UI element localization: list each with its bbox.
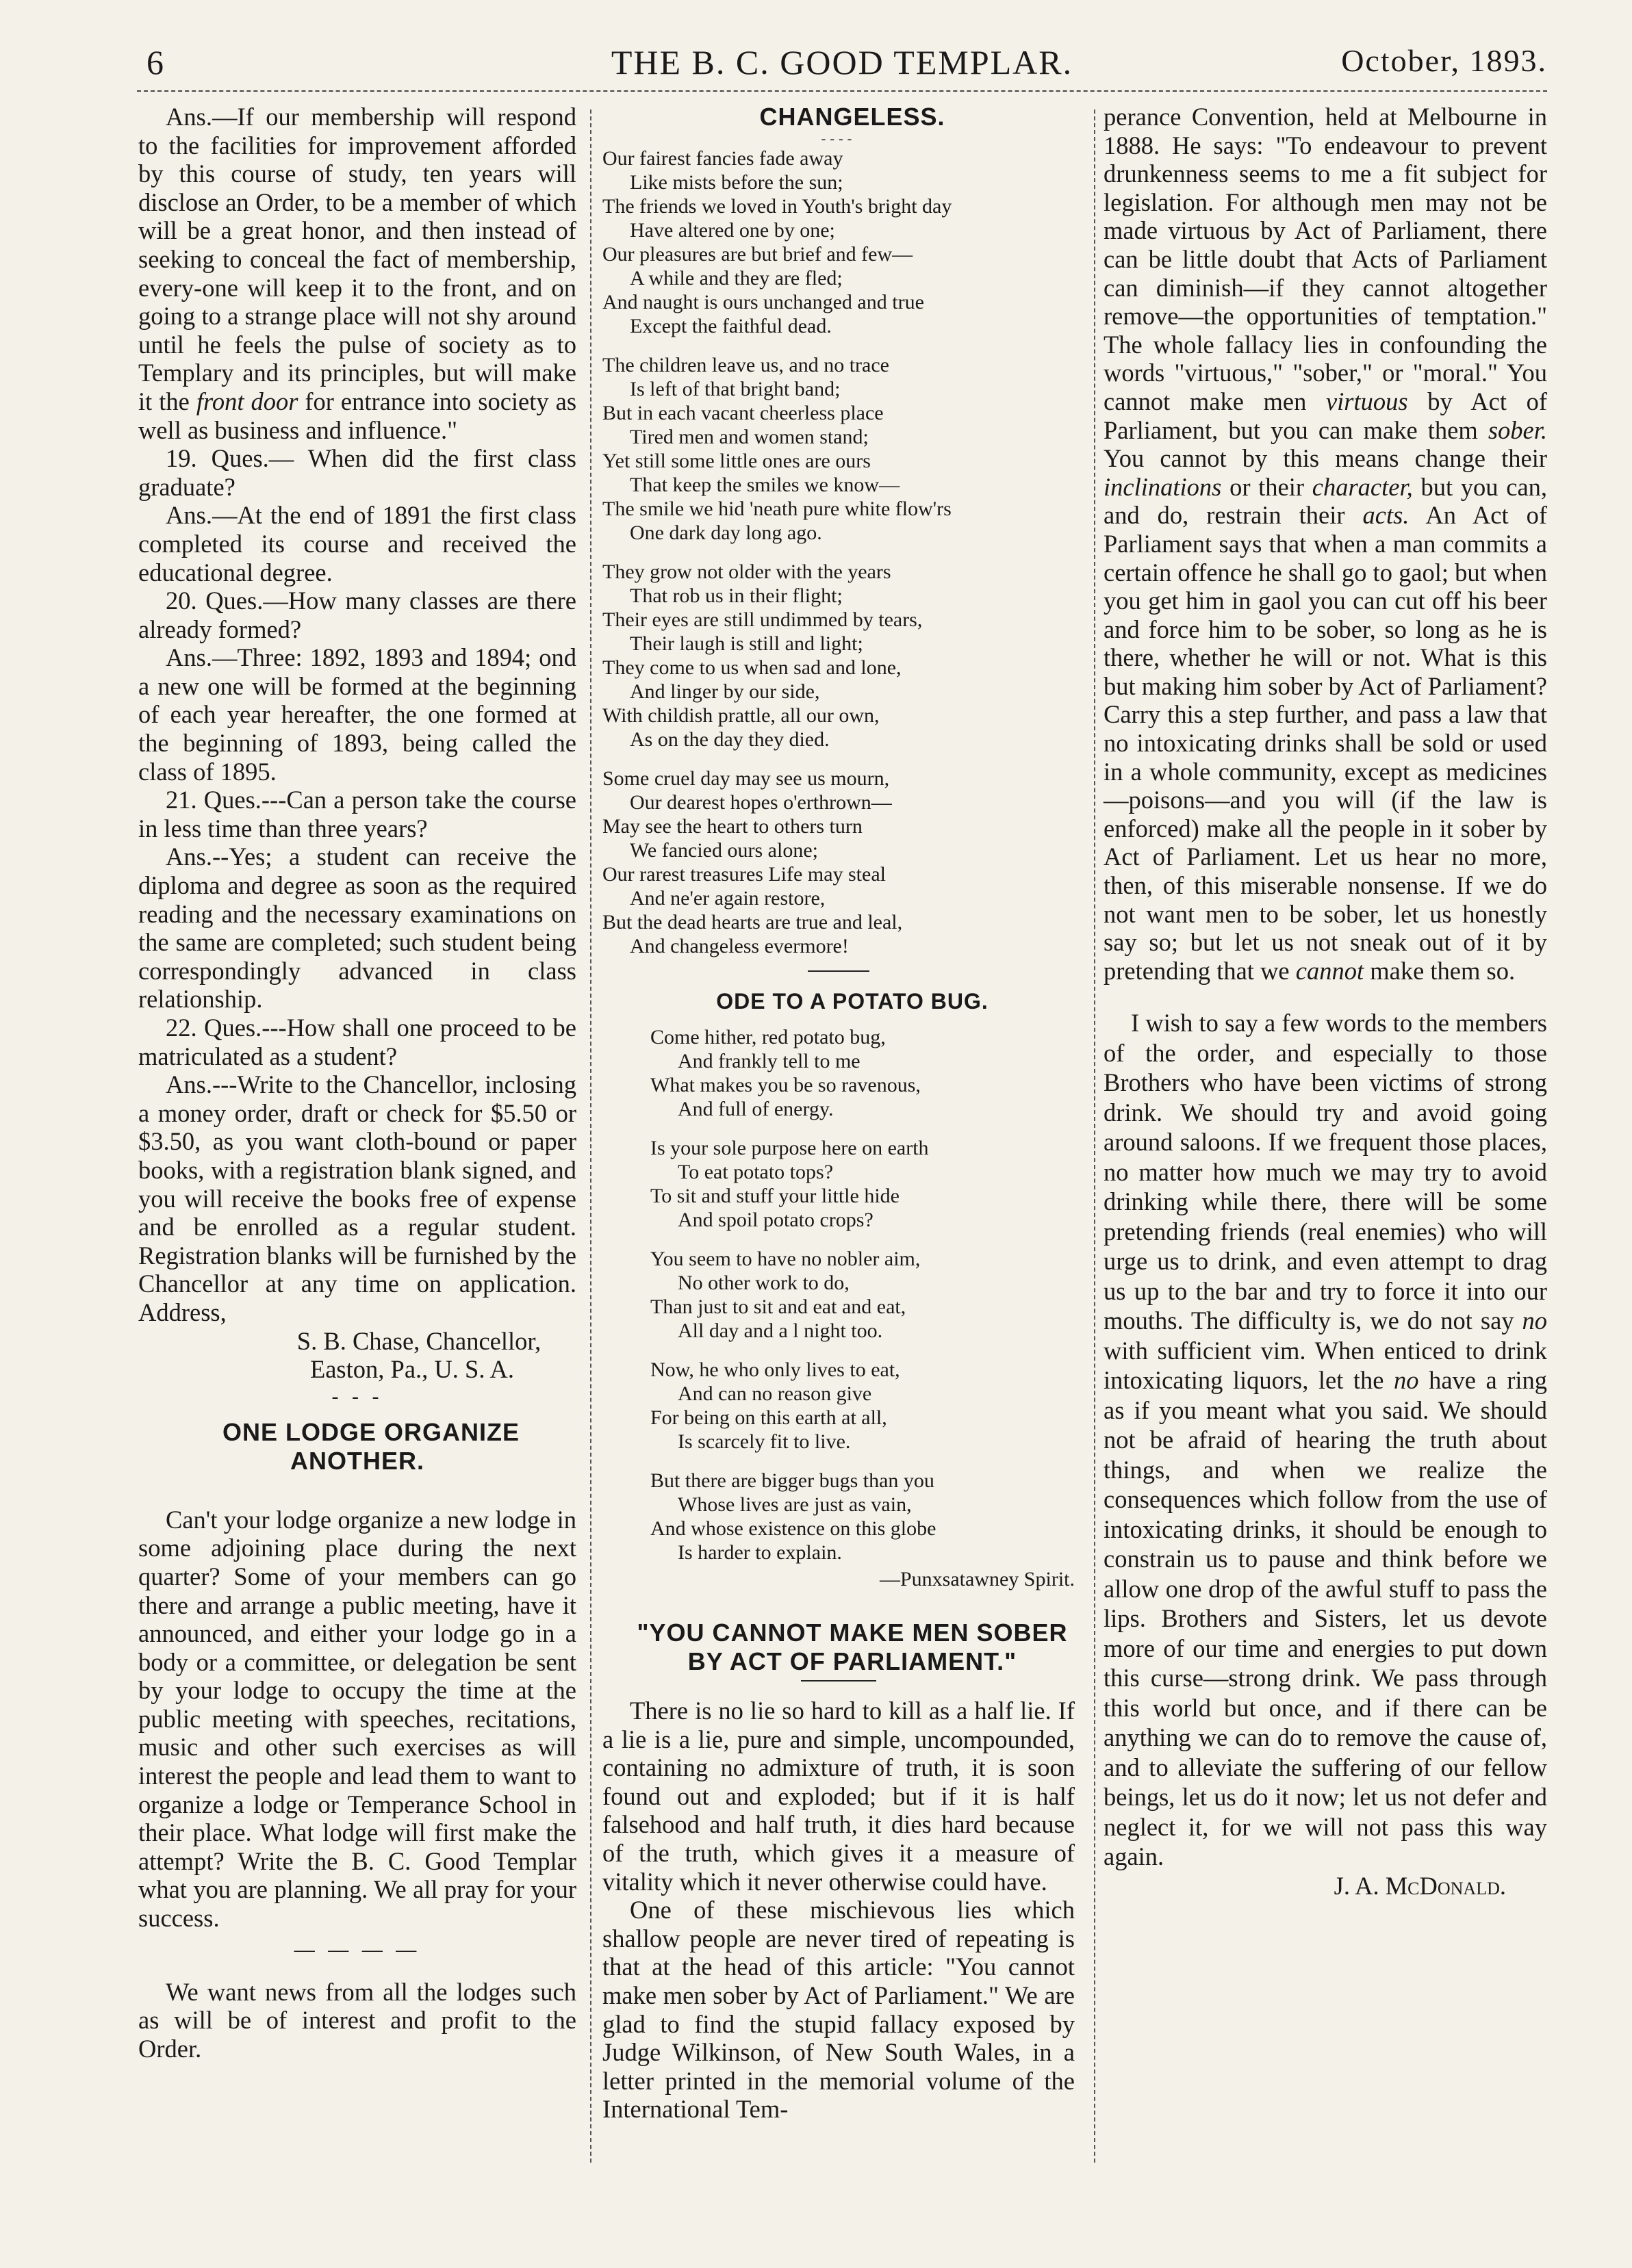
article-paragraph: We want news from all the lodges such as will be of interest and profit to the Order. xyxy=(138,1977,576,2063)
page-header xyxy=(137,40,1547,88)
poem-line: To eat potato tops? xyxy=(678,1161,834,1183)
article-headline: "YOU CANNOT MAKE MEN SOBER xyxy=(637,1619,1068,1647)
separator: — — — — xyxy=(294,1937,421,1961)
answer-21: Ans.--Yes; a student can receive the diploma and degree as soon as the required reading and the necessary examinations on the same are completed; such student being correspondingly advanced in class relationship. xyxy=(138,842,576,1014)
poem-line: Have altered one by one; xyxy=(630,219,835,242)
poem-line: They grow not older with the years xyxy=(602,560,891,583)
separator: - - - xyxy=(331,1384,383,1408)
poem-line: Some cruel day may see us mourn, xyxy=(602,767,890,790)
poem-line: Our fairest fancies fade away xyxy=(602,147,843,170)
poem-line: You seem to have no nobler aim, xyxy=(650,1248,921,1270)
answer-19: Ans.—At the end of 1891 the first class completed its course and received the educational degree. xyxy=(138,501,576,587)
poem-line: And frankly tell to me xyxy=(678,1050,860,1072)
column-divider xyxy=(590,109,591,2163)
poem-line: Is your sole purpose here on earth xyxy=(650,1137,929,1159)
poem-line: Now, he who only lives to eat, xyxy=(650,1358,900,1381)
poem-line: Except the faithful dead. xyxy=(630,315,832,337)
poem-title: CHANGELESS. xyxy=(759,103,945,131)
poem-stanza xyxy=(602,766,1075,958)
column-3 xyxy=(1104,103,1547,1900)
signature-line: Easton, Pa., U. S. A. xyxy=(309,1355,515,1384)
article-paragraph: perance Convention, held at Melbourne in 1888. He says: "To endeavour to prevent drunkenness seems to me a fit subject for legislation. For although men may not be made virtuous by Act of Parliament, there can be little doubt that Acts of Parliament can diminish—if they cannot altogether remove—the opportunities of temptation." The whole fallacy lies in confounding the words "virtuous," "sober," or "moral." You cannot make men virtuous by Act of Parliament, but you can make them sober. You cannot by this means change their inclinations or their character, but you can, and do, restrain their acts. An Act of Parliament says that when a man commits a certain offence he shall go to gaol; but when you get him in gaol you can cut off his beer and force him to be sober, so long as he is there, whether he will or not. What is this but making him sober by Act of Parliament? Carry this a step further, and pass a law that no intoxicating drinks shall be sold or used in a whole community, except as medicines—poisons—and you will (if the law is enforced) make all the people in it sober by Act of Parliament. Let us hear no more, then, of this miserable nonsense. If we do not want men to be sober, let us honestly say so; but let us not sneak out of it by pretending that we cannot make them so. xyxy=(1104,103,1548,985)
poem-stanza xyxy=(602,146,1075,338)
poem-line: And full of energy. xyxy=(678,1098,834,1120)
question-20: 20. Ques.—How many classes are there already formed? xyxy=(138,587,576,643)
poem-attribution: —Punxsatawney Spirit. xyxy=(880,1568,1075,1590)
poem-line: What makes you be so ravenous, xyxy=(650,1074,921,1096)
poem-line: The children leave us, and no trace xyxy=(602,354,889,376)
article-paragraph: I wish to say a few words to the members of the order, and especially to those Brothers who have been victims of strong drink. We should try and avoid going around saloons. If we frequent those places, no matter how much we may try to avoid drinking while there, there will be some pretending friends (real enemies) who will urge us to drink, and even attempt to drag us up to the bar and try to force it into our mouths. The difficulty is, we do not say no with sufficient vim. When enticed to drink intoxicating liquors, let the no have a ring as if you meant what you said. We should not be afraid of hearing the truth about things, and when we realize the consequences which follow from the use of intoxicating drinks, it should be enough to constrain us to pause and think before we allow one drop of the awful stuff to pass the lips. Brothers and Sisters, let us devote more of our time and energies to put down this curse—strong drink. We pass through this world but once, and if there can be anything we can do to remove the cause of, and to alleviate the suffering of our fellow beings, let us do it now; let us not defer and neglect it, for we will not pass this way again. xyxy=(1104,1009,1548,1871)
poem-stanza xyxy=(650,1247,1075,1343)
question-22: 22. Ques.---How shall one proceed to be matriculated as a student? xyxy=(138,1014,576,1070)
poem-line: Our pleasures are but brief and few— xyxy=(602,243,913,266)
article-paragraph: One of these mischievous lies which shallow people are never tired of repeating is that at the head of this article: "You cannot make men sober by Act of Parliament." We are glad to find the stupid fallacy exposed by Judge Wilkinson, of New South Wales, in a letter printed in the memorial volume of the International Tem- xyxy=(602,1896,1075,2124)
poem-line: That keep the smiles we know— xyxy=(630,474,900,496)
poem-line: With childish prattle, all our own, xyxy=(602,704,880,727)
article-paragraph: Ans.—If our membership will respond to the facilities for improvement afforded by this course of study, ten years will disclose an Order, to be a member of which will be a great honor, and then instead of seeking to conceal the fact of membership, every-one will keep it to the front, and on going to a strange place will not shy around until he feels the pulse of society as to Templary and its principles, but will make it the front door for entrance into society as well as business and influence." xyxy=(138,103,577,444)
column-1 xyxy=(138,103,576,2063)
poem-line: Whose lives are just as vain, xyxy=(678,1493,912,1516)
poem-line: And changeless evermore! xyxy=(630,935,849,957)
article-paragraph: There is no lie so hard to kill as a half lie. If a lie is a lie, pure and simple, uncompounded, containing no admixture of truth, it is soon found out and exploded; but if it is half falsehood and half truth, it dies hard because of the truth, which gives it a measure of vitality which it never otherwise could have. xyxy=(602,1697,1075,1896)
poem-line: And linger by our side, xyxy=(630,680,820,703)
poem-line: All day and a l night too. xyxy=(678,1319,883,1342)
poem-line: A while and they are fled; xyxy=(630,267,843,289)
poem-line: For being on this earth at all, xyxy=(650,1406,887,1429)
poem-stanza xyxy=(650,1136,1075,1232)
separator xyxy=(801,1680,876,1681)
column-divider xyxy=(1094,109,1095,2163)
poem-line: Is left of that bright band; xyxy=(630,378,841,400)
poem-line: Is harder to explain. xyxy=(678,1541,842,1564)
separator xyxy=(808,970,869,972)
masthead-title: THE B. C. GOOD TEMPLAR. xyxy=(611,43,1073,81)
poem-stanza xyxy=(602,353,1075,545)
answer-20: Ans.—Three: 1892, 1893 and 1894; ond a new one will be formed at the beginning of each year hereafter, the one formed at the beginning of 1893, being called the class of 1895. xyxy=(138,643,576,786)
poem-line: But in each vacant cheerless place xyxy=(602,402,884,424)
question-21: 21. Ques.---Can a person take the course in less time than three years? xyxy=(138,786,576,842)
poem-stanza xyxy=(602,560,1075,751)
answer-22: Ans.---Write to the Chancellor, inclosing a money order, draft or check for $5.50 or $3.50, as you want cloth-bound or paper books, with a registration blank signed, and you will receive the books free of expense and be enrolled as a regular student. Registration blanks will be furnished by the Chancellor at any time on application. Address, xyxy=(138,1070,576,1326)
poem-line: That rob us in their flight; xyxy=(630,584,843,607)
poem-line: And ne'er again restore, xyxy=(630,887,826,910)
column-2 xyxy=(602,103,1075,2124)
signature: J. A. McDonald. xyxy=(1334,1871,1506,1900)
poem-stanza xyxy=(650,1469,1075,1564)
poem-line: Tired men and women stand; xyxy=(630,426,869,448)
poem-line: May see the heart to others turn xyxy=(602,815,863,838)
poem-line: They come to us when sad and lone, xyxy=(602,656,902,679)
poem-line: We fancied ours alone; xyxy=(630,839,818,862)
poem-title: ODE TO A POTATO BUG. xyxy=(716,989,989,1014)
poem-line: To sit and stuff your little hide xyxy=(650,1185,900,1207)
poem-line: As on the day they died. xyxy=(630,728,830,751)
poem-changeless xyxy=(602,146,1075,958)
poem-line: But the dead hearts are true and leal, xyxy=(602,911,903,933)
article-headline: BY ACT OF PARLIAMENT." xyxy=(687,1647,1017,1675)
signature-line: S. B. Chase, Chancellor, xyxy=(296,1326,541,1355)
poem-line: Our dearest hopes o'erthrown— xyxy=(630,791,892,814)
poem-line: Our rarest treasures Life may steal xyxy=(602,863,886,886)
poem-line: Their laugh is still and light; xyxy=(630,632,863,655)
poem-line: Come hither, red potato bug, xyxy=(650,1026,886,1048)
poem-line: One dark day long ago. xyxy=(630,521,822,544)
question-19: 19. Ques.— When did the first class graduate? xyxy=(138,444,576,501)
poem-line: Their eyes are still undimmed by tears, xyxy=(602,608,923,631)
poem-line: Is scarcely fit to live. xyxy=(678,1430,851,1453)
poem-line: But there are bigger bugs than you xyxy=(650,1469,934,1492)
poem-ode xyxy=(602,1025,1075,1564)
poem-line: The smile we hid 'neath pure white flow'rs xyxy=(602,498,952,520)
poem-stanza xyxy=(650,1025,1075,1121)
poem-line: The friends we loved in Youth's bright day xyxy=(602,195,952,218)
issue-date: October, 1893. xyxy=(1341,43,1547,78)
poem-line: And can no reason give xyxy=(678,1382,872,1405)
header-rule xyxy=(137,90,1547,94)
poem-stanza xyxy=(650,1358,1075,1454)
separator: ---- xyxy=(821,131,856,146)
poem-line: And naught is ours unchanged and true xyxy=(602,291,924,313)
poem-line: Like mists before the sun; xyxy=(630,171,843,194)
poem-line: No other work to do, xyxy=(678,1272,850,1294)
article-headline: ONE LODGE ORGANIZE ANOTHER. xyxy=(222,1417,520,1475)
article-paragraph: Can't your lodge organize a new lodge in some adjoining place during the next quarter? Some of your members can go there and arrange a public meeting, have it announced, and either your lodge go in a body or a committee, or delegation be sent by your lodge to occupy the time at the public meeting with speeches, recitations, music and other such exercises as will interest the people and lead them to want to organize a lodge or Temperance School in their place. What lodge will first make the attempt? Write the B. C. Good Templar what you are planning. We all pray for your success. xyxy=(138,1505,576,1933)
poem-line: Yet still some little ones are ours xyxy=(602,450,871,472)
poem-line: And spoil potato crops? xyxy=(678,1209,874,1231)
poem-line: Than just to sit and eat and eat, xyxy=(650,1296,906,1318)
poem-line: And whose existence on this globe xyxy=(650,1517,936,1540)
page-number: 6 xyxy=(146,43,165,81)
